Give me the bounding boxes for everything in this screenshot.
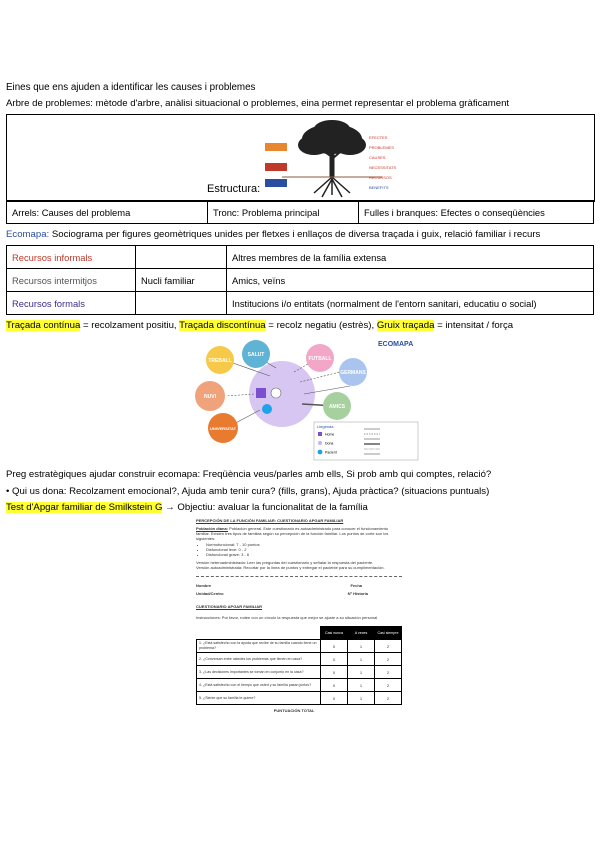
questions-line-1: Preg estratègiques ajudar construir ecomapa: Freqüència veus/parles amb ells, Si prob amb qui comptes, relació? bbox=[6, 469, 492, 480]
header-line-2: Arbre de problemes: mètode d'arbre, anàlisi situacional o problemes, eina permet representar el problema gràficament bbox=[6, 98, 510, 109]
form-label: Población diana: bbox=[196, 526, 229, 531]
column-header: Casi nunca bbox=[321, 627, 348, 640]
resource-mid bbox=[136, 292, 227, 315]
highlight-continuous: Traçada contínua bbox=[6, 320, 81, 331]
ecomapa-text: Sociograma per figures geomètriques unides per fletxes i enllaços de diversa traçada i guix, relació familiar i recurs bbox=[49, 229, 541, 240]
ecomap-image bbox=[190, 336, 420, 462]
form-title: PERCEPCIÓN DE LA FUNCIÓN FAMILIAR: CUESTIONARIO APGAR FAMILIAR bbox=[196, 518, 344, 523]
apgar-line bbox=[6, 502, 368, 513]
table-row bbox=[197, 705, 402, 716]
form-paragraph: Versión autoadministrada: Recortar por la línea de puntos y entregar el paciente para su cumplimentación. bbox=[196, 565, 385, 570]
question-cell: 1. ¿Está satisfecho con la ayuda que recibe de su familia cuando tiene un problema? bbox=[197, 640, 321, 653]
form-instructions: Instrucciones: Por favor, rodee con un círculo la respuesta que mejor se ajuste a su situación personal bbox=[196, 615, 378, 620]
tree-figure-box bbox=[6, 114, 595, 202]
table-row bbox=[7, 246, 594, 269]
table-row bbox=[7, 201, 594, 224]
header-line-1: Eines que ens ajuden a identificar les causes i problemes bbox=[6, 82, 256, 93]
resource-mid: Nucli familiar bbox=[136, 269, 227, 292]
table-row bbox=[197, 679, 402, 692]
ecomap-female-circle bbox=[271, 388, 281, 398]
score-cell: 1 bbox=[348, 692, 375, 705]
resource-desc: Altres membres de la família extensa bbox=[227, 246, 594, 269]
resources-table bbox=[6, 245, 594, 315]
question-cell: 3. ¿Las decisiones importantes se toman en conjunto en la casa? bbox=[197, 666, 321, 679]
cell-arrels: Arrels: Causes del problema bbox=[7, 201, 208, 224]
node-label: SALUT bbox=[247, 352, 265, 358]
tree-parts-table bbox=[6, 200, 594, 224]
score-cell: 0 bbox=[321, 679, 348, 692]
node-label: UNIVERSITAT bbox=[209, 426, 237, 431]
legend-item: Pacient bbox=[325, 450, 337, 455]
ecomap-title: ECOMAPA bbox=[378, 341, 414, 348]
ecomapa-term: Ecomapa: bbox=[6, 229, 50, 240]
legend-swatch-pacient bbox=[318, 450, 323, 455]
score-cell: 0 bbox=[321, 666, 348, 679]
legend-item: Dona bbox=[325, 441, 334, 446]
text-fragment: = recolz negatiu (estrès), bbox=[265, 320, 377, 331]
resource-desc: Institucions i/o entitats (normalment de l'entorn sanitari, educatiu o social) bbox=[227, 292, 594, 315]
node-label: NUVI bbox=[204, 394, 216, 400]
tag-causa bbox=[265, 179, 287, 187]
line-legend-text bbox=[6, 320, 513, 331]
list-item: • Disfuncional grave: 3 - 6 bbox=[206, 552, 402, 557]
score-cell: 2 bbox=[375, 653, 402, 666]
cell-fulles: Fulles i branques: Efectes o conseqüències bbox=[359, 201, 594, 224]
apgar-table bbox=[196, 626, 402, 715]
legend-swatch-home bbox=[318, 432, 322, 436]
table-row bbox=[197, 640, 402, 653]
highlight-discontinuous: Traçada discontínua bbox=[179, 320, 266, 331]
question-cell: 5. ¿Siente que su familia le quiere? bbox=[197, 692, 321, 705]
score-cell: 1 bbox=[348, 666, 375, 679]
tree-right-tags: EFECTES PROBLEMES CAUSES NECESSITATS RECURSOS BENEFITS bbox=[369, 135, 397, 190]
score-cell: 1 bbox=[348, 679, 375, 692]
node-label: GERMANS bbox=[340, 370, 366, 376]
score-cell: 1 bbox=[348, 640, 375, 653]
text-fragment: = recolzament positiu, bbox=[80, 320, 180, 331]
apgar-form-image bbox=[196, 518, 402, 758]
score-cell: 0 bbox=[321, 692, 348, 705]
node-label: FUTBALL bbox=[308, 356, 332, 362]
cut-line bbox=[196, 576, 402, 577]
node-label: AMICS bbox=[328, 404, 346, 410]
table-row bbox=[197, 653, 402, 666]
score-cell: 2 bbox=[375, 692, 402, 705]
form-paragraph bbox=[196, 526, 402, 541]
highlight-thickness: Gruix traçada bbox=[376, 320, 435, 331]
apgar-objective: → Objectiu: avaluar la funcionalitat de la família bbox=[162, 502, 368, 513]
tag-efecte bbox=[265, 143, 287, 151]
score-cell: 2 bbox=[375, 640, 402, 653]
ecomap-patient-circle bbox=[262, 404, 272, 414]
resource-label-formal: Recursos formals bbox=[7, 292, 136, 315]
resource-label-intermediate: Recursos intermitjos bbox=[7, 269, 136, 292]
tag-problema bbox=[265, 163, 287, 171]
form-text: Población general. Este cuestionario es autoadministrado para conocer el funcionamiento familiar. Existen tres tipos de familias según su percepción de la función familiar. Los puntos de corte son los siguientes: bbox=[196, 526, 389, 541]
question-cell: 2. ¿Conversan entre ustedes los problemas que tienen en casa? bbox=[197, 653, 321, 666]
text-fragment: = intensitat / força bbox=[434, 320, 514, 331]
score-cell: 1 bbox=[348, 653, 375, 666]
list-item: • Disfuncional leve: 0 - 2 bbox=[206, 547, 402, 552]
tree-caption: Estructura: bbox=[207, 183, 261, 195]
table-row bbox=[197, 627, 402, 640]
legend-item: Home bbox=[325, 432, 335, 437]
node-label: TREBALL bbox=[208, 358, 232, 364]
questions-line-2: • Qui us dona: Recolzament emocional?, Ajuda amb tenir cura? (fills, grans), Ajuda pràctica? (situacions puntuals) bbox=[6, 486, 490, 497]
legend-title: Llegenda bbox=[317, 424, 334, 429]
table-row bbox=[7, 269, 594, 292]
form-unit-row bbox=[196, 591, 402, 596]
legend-swatch-dona bbox=[318, 441, 322, 445]
total-value bbox=[321, 705, 402, 716]
form-label: Fecha bbox=[350, 583, 362, 588]
apgar-highlight: Test d'Apgar familiar de Smilkstein G bbox=[6, 502, 163, 513]
resource-label-informal: Recursos informals bbox=[7, 246, 136, 269]
form-bullets bbox=[206, 542, 402, 557]
table-row bbox=[7, 292, 594, 315]
score-cell: 0 bbox=[321, 640, 348, 653]
list-item: • Normofuncional: 7 - 10 puntos bbox=[206, 542, 402, 547]
table-row bbox=[197, 692, 402, 705]
form-label: Nº Historia bbox=[347, 591, 368, 596]
score-cell: 2 bbox=[375, 679, 402, 692]
ecomap-male-square bbox=[256, 388, 266, 398]
form-label: Unidad/Centro bbox=[196, 591, 224, 596]
column-header: Casi siempre bbox=[375, 627, 402, 640]
form-name-row bbox=[196, 583, 402, 588]
form-paragraph: Versión heteroadministrada: Leer las preguntas del cuestionario y señalar la respuesta del paciente. bbox=[196, 560, 374, 565]
form-subtitle: CUESTIONARIO APGAR FAMILIAR bbox=[196, 604, 263, 609]
table-row bbox=[197, 666, 402, 679]
ecomapa-definition bbox=[6, 229, 540, 240]
resource-mid bbox=[136, 246, 227, 269]
column-header: A veces bbox=[348, 627, 375, 640]
score-cell: 0 bbox=[321, 653, 348, 666]
form-label: Nombre bbox=[196, 583, 212, 588]
score-cell: 2 bbox=[375, 666, 402, 679]
resource-desc: Amics, veïns bbox=[227, 269, 594, 292]
question-cell: 4. ¿Está satisfecho con el tiempo que usted y su familia pasan juntos? bbox=[197, 679, 321, 692]
cell-tronc: Tronc: Problema principal bbox=[208, 201, 359, 224]
total-label: PUNTUACIÓN TOTAL bbox=[273, 707, 315, 713]
